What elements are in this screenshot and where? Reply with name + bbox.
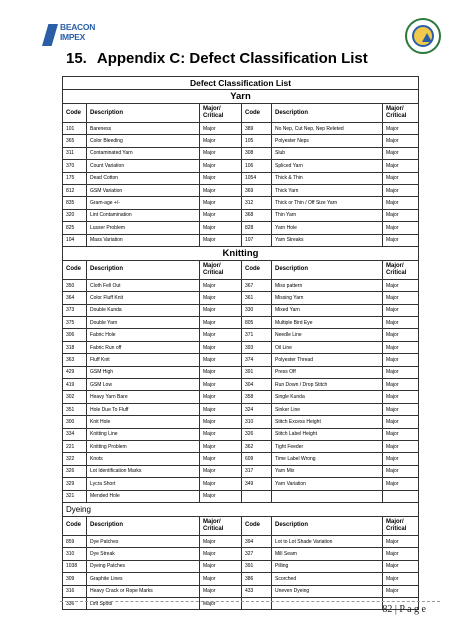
table-title-row <box>63 77 419 90</box>
defect-severity: Major <box>200 279 242 291</box>
section-heading <box>66 50 368 67</box>
defect-code: 363 <box>63 354 87 366</box>
defect-description: Mill Seam <box>272 548 383 560</box>
defect-severity: Major <box>383 354 419 366</box>
defect-code: 429 <box>63 366 87 378</box>
defect-description: Yarn Streaks <box>272 234 383 246</box>
severity-label-line1: Major/ <box>203 518 221 525</box>
defect-code: 106 <box>242 160 272 172</box>
defect-description: No Nep, Cut Nep, Nep Releted <box>272 123 383 135</box>
defect-description: Graphite Lines <box>87 573 200 585</box>
defect-code: 308 <box>242 147 272 159</box>
defect-severity: Major <box>383 428 419 440</box>
defect-code: 318 <box>63 341 87 353</box>
defect-code: 370 <box>63 160 87 172</box>
defect-code: 391 <box>242 366 272 378</box>
table-row <box>63 416 419 428</box>
table-row <box>63 465 419 477</box>
defect-code: 1054 <box>242 172 272 184</box>
column-header-code: Code <box>242 260 272 279</box>
defect-severity: Major <box>383 391 419 403</box>
defect-severity: Major <box>383 209 419 221</box>
table-row <box>63 453 419 465</box>
table-row <box>63 341 419 353</box>
logo-mark-icon <box>42 24 58 46</box>
column-header-description: Description <box>87 260 200 279</box>
defect-severity: Major <box>200 585 242 597</box>
defect-description: Lot Identification Marks <box>87 465 200 477</box>
defect-severity: Major <box>200 573 242 585</box>
defect-severity: Major <box>200 147 242 159</box>
defect-description <box>272 597 383 609</box>
defect-severity: Major <box>200 209 242 221</box>
severity-label-line2: Critical <box>203 113 224 119</box>
table-row <box>63 535 419 547</box>
logo-wordmark: BEACON IMPEX <box>60 22 96 42</box>
defect-code: 805 <box>242 317 272 329</box>
defect-classification-table <box>62 76 419 610</box>
defect-code: 367 <box>242 279 272 291</box>
defect-severity: Major <box>383 585 419 597</box>
defect-code: 364 <box>63 292 87 304</box>
table-row <box>63 292 419 304</box>
defect-severity: Major <box>200 184 242 196</box>
defect-code: 312 <box>242 197 272 209</box>
table-row <box>63 209 419 221</box>
defect-code: 389 <box>242 123 272 135</box>
defect-description: Fluff Knit <box>87 354 200 366</box>
defect-severity: Major <box>200 560 242 572</box>
column-header-row <box>63 104 419 123</box>
defect-code: 358 <box>242 391 272 403</box>
table-row <box>63 279 419 291</box>
defect-code <box>242 490 272 502</box>
severity-label-line1: Major/ <box>203 106 221 112</box>
defect-severity: Major <box>383 379 419 391</box>
defect-severity: Major <box>383 135 419 147</box>
defect-description: Tight Feeder <box>272 440 383 452</box>
defect-severity: Major <box>200 440 242 452</box>
defect-severity: Major <box>383 560 419 572</box>
defect-code: 310 <box>63 548 87 560</box>
defect-severity: Major <box>200 366 242 378</box>
defect-severity: Major <box>200 317 242 329</box>
defect-code: 320 <box>63 209 87 221</box>
defect-code: 373 <box>63 304 87 316</box>
column-header-severity <box>383 516 419 535</box>
defect-code: 175 <box>63 172 87 184</box>
defect-description: Sinker Line <box>272 403 383 415</box>
table-row <box>63 222 419 234</box>
defect-code: 330 <box>242 304 272 316</box>
defect-description: GSM High <box>87 366 200 378</box>
defect-severity: Major <box>383 222 419 234</box>
defect-severity: Major <box>200 304 242 316</box>
column-header-row <box>63 516 419 535</box>
defect-severity: Major <box>200 160 242 172</box>
table-row <box>63 329 419 341</box>
defect-code: 394 <box>242 535 272 547</box>
defect-description: Double Kunda <box>87 304 200 316</box>
defect-description: Missing Yarn <box>272 292 383 304</box>
defect-description: Dye Streak <box>87 548 200 560</box>
severity-label-line2: Critical <box>386 269 407 276</box>
defect-severity: Major <box>383 123 419 135</box>
table-title: Defect Classification List <box>63 77 419 90</box>
defect-severity: Major <box>383 172 419 184</box>
section-header-row <box>63 246 419 260</box>
defect-code: 828 <box>242 222 272 234</box>
defect-code: 336 <box>63 597 87 609</box>
defect-severity: Major <box>200 123 242 135</box>
defect-severity: Major <box>200 535 242 547</box>
defect-description: Gram-age +/- <box>87 197 200 209</box>
defect-code: 322 <box>63 453 87 465</box>
defect-description: Polyester Thread <box>272 354 383 366</box>
defect-description: Stitch Label Height <box>272 428 383 440</box>
defect-description: Knit Hole <box>87 416 200 428</box>
defect-description: Mass Variation <box>87 234 200 246</box>
defect-description: Time Label Wrong <box>272 453 383 465</box>
defect-code: 374 <box>242 354 272 366</box>
column-header-row <box>63 260 419 279</box>
table-row <box>63 135 419 147</box>
column-header-severity <box>200 516 242 535</box>
defect-description: Knots <box>87 453 200 465</box>
defect-description: Miss pattern <box>272 279 383 291</box>
defect-description: Single Kunda <box>272 391 383 403</box>
defect-code: 105 <box>242 135 272 147</box>
defect-severity: Major <box>200 465 242 477</box>
defect-severity: Major <box>200 416 242 428</box>
defect-code: 221 <box>63 440 87 452</box>
defect-severity: Major <box>200 379 242 391</box>
defect-code: 369 <box>242 184 272 196</box>
defect-code: 375 <box>63 317 87 329</box>
defect-severity: Major <box>200 197 242 209</box>
defect-description: Lycra Short <box>87 478 200 490</box>
defect-code: 329 <box>63 478 87 490</box>
section-number: 15. <box>66 50 87 67</box>
defect-severity: Major <box>200 391 242 403</box>
defect-code: 368 <box>242 209 272 221</box>
defect-code: 835 <box>63 197 87 209</box>
defect-severity: Major <box>200 354 242 366</box>
defect-severity: Major <box>383 160 419 172</box>
defect-code: 326 <box>242 428 272 440</box>
defect-description: Dead Cotton <box>87 172 200 184</box>
column-header-code: Code <box>63 516 87 535</box>
severity-label-line1: Major/ <box>386 262 404 269</box>
section-name: Knitting <box>63 246 419 260</box>
table-row <box>63 428 419 440</box>
defect-severity: Major <box>383 234 419 246</box>
defect-severity: Major <box>200 478 242 490</box>
section-header-row <box>63 90 419 104</box>
defect-code: 311 <box>63 147 87 159</box>
defect-code: 302 <box>63 391 87 403</box>
defect-severity: Major <box>200 172 242 184</box>
severity-label-line1: Major/ <box>203 262 221 269</box>
severity-label-line2: Critical <box>386 525 407 532</box>
severity-label-line1: Major/ <box>386 106 404 112</box>
defect-description: GSM Variation <box>87 184 200 196</box>
section-header-row <box>63 502 419 516</box>
defect-description: Lusser Problem <box>87 222 200 234</box>
defect-table-frame <box>62 76 418 610</box>
table-row <box>63 123 419 135</box>
defect-description: Dye Patches <box>87 535 200 547</box>
table-row <box>63 478 419 490</box>
column-header-description: Description <box>272 516 383 535</box>
defect-code: 350 <box>63 279 87 291</box>
table-row <box>63 597 419 609</box>
defect-code: 304 <box>242 379 272 391</box>
defect-description: Scorched <box>272 573 383 585</box>
company-logo <box>42 22 94 48</box>
defect-severity: Major <box>200 292 242 304</box>
defect-description: Lint Contamination <box>87 209 200 221</box>
defect-description: Dyeing Patches <box>87 560 200 572</box>
defect-code: 317 <box>242 465 272 477</box>
table-row <box>63 317 419 329</box>
column-header-severity <box>200 260 242 279</box>
table-row <box>63 379 419 391</box>
defect-severity: Major <box>383 279 419 291</box>
defect-code: 812 <box>63 184 87 196</box>
column-header-description: Description <box>272 104 383 123</box>
defect-severity: Major <box>383 573 419 585</box>
defect-code: 300 <box>63 416 87 428</box>
severity-label-line2: Critical <box>386 113 407 119</box>
defect-description: Thick Yarn <box>272 184 383 196</box>
table-row <box>63 304 419 316</box>
table-row <box>63 366 419 378</box>
defect-severity: Major <box>383 440 419 452</box>
footer-divider <box>60 601 440 602</box>
severity-label-line2: Critical <box>203 525 224 532</box>
section-name: Dyeing <box>63 502 419 516</box>
table-row <box>63 403 419 415</box>
column-header-code: Code <box>63 260 87 279</box>
defect-description: Fabric Run off <box>87 341 200 353</box>
column-header-code: Code <box>242 104 272 123</box>
table-row <box>63 172 419 184</box>
defect-description: Lot to Lot Shade Variation <box>272 535 383 547</box>
defect-description: Mended Hole <box>87 490 200 502</box>
defect-code: 107 <box>242 234 272 246</box>
defect-description: Thin Yarn <box>272 209 383 221</box>
defect-severity: Major <box>383 329 419 341</box>
defect-severity: Major <box>383 197 419 209</box>
defect-description: Yarn Variation <box>272 478 383 490</box>
defect-description: Stitch Excess Height <box>272 416 383 428</box>
column-header-severity <box>383 260 419 279</box>
table-row <box>63 354 419 366</box>
defect-severity <box>383 490 419 502</box>
defect-code: 361 <box>242 292 272 304</box>
defect-description: Multiple Bird Eye <box>272 317 383 329</box>
defect-description: Count Variation <box>87 160 200 172</box>
defect-code: 391 <box>242 560 272 572</box>
defect-description: Pilling <box>272 560 383 572</box>
defect-description: Color Fluff Knit <box>87 292 200 304</box>
defect-description: Heavy Yarn Bare <box>87 391 200 403</box>
defect-code: 326 <box>63 465 87 477</box>
defect-description: Needle Line <box>272 329 383 341</box>
defect-code: 362 <box>242 440 272 452</box>
table-row <box>63 160 419 172</box>
defect-description: Run Down / Drop Stitch <box>272 379 383 391</box>
defect-description: Yarn Hole <box>272 222 383 234</box>
defect-severity: Major <box>200 548 242 560</box>
defect-severity: Major <box>383 147 419 159</box>
defect-description: Contaminated Yarn <box>87 147 200 159</box>
defect-severity: Major <box>200 135 242 147</box>
table-row <box>63 234 419 246</box>
defect-severity: Major <box>200 428 242 440</box>
defect-severity: Major <box>200 453 242 465</box>
table-row <box>63 573 419 585</box>
defect-description: Knitting Problem <box>87 440 200 452</box>
defect-severity: Major <box>383 548 419 560</box>
defect-code: 365 <box>63 135 87 147</box>
defect-severity: Major <box>200 597 242 609</box>
defect-description: Knitting Line <box>87 428 200 440</box>
defect-description: Hole Due To Fluff <box>87 403 200 415</box>
table-row <box>63 147 419 159</box>
defect-code: 386 <box>242 573 272 585</box>
defect-code: 609 <box>242 453 272 465</box>
defect-code: 334 <box>63 428 87 440</box>
severity-label-line1: Major/ <box>386 518 404 525</box>
defect-description: Oil Line <box>272 341 383 353</box>
defect-severity: Major <box>200 234 242 246</box>
column-header-description: Description <box>272 260 383 279</box>
column-header-code: Code <box>242 516 272 535</box>
defect-description: Fabric Hole <box>87 329 200 341</box>
defect-code: 351 <box>63 403 87 415</box>
table-row <box>63 391 419 403</box>
defect-code: 393 <box>242 341 272 353</box>
defect-description: Lint Spots <box>87 597 200 609</box>
defect-severity: Major <box>383 403 419 415</box>
defect-description: Thick or Thin / Off Size Yarn <box>272 197 383 209</box>
defect-severity: Major <box>383 478 419 490</box>
defect-severity: Major <box>383 453 419 465</box>
defect-code: 104 <box>63 234 87 246</box>
defect-description: Uneven Dyeing <box>272 585 383 597</box>
defect-severity: Major <box>383 317 419 329</box>
defect-severity: Major <box>383 304 419 316</box>
defect-code: 327 <box>242 548 272 560</box>
severity-label-line2: Critical <box>203 269 224 276</box>
table-row <box>63 548 419 560</box>
defect-severity: Major <box>383 366 419 378</box>
defect-severity: Major <box>200 403 242 415</box>
defect-severity: Major <box>383 292 419 304</box>
defect-severity: Major <box>200 490 242 502</box>
defect-code: 324 <box>242 403 272 415</box>
table-row <box>63 184 419 196</box>
defect-description: Yarn Mix <box>272 465 383 477</box>
defect-description: Heavy Crack or Rope Marks <box>87 585 200 597</box>
table-row <box>63 490 419 502</box>
defect-code: 371 <box>242 329 272 341</box>
defect-description: GSM Low <box>87 379 200 391</box>
defect-code: 306 <box>63 329 87 341</box>
defect-code: 433 <box>242 585 272 597</box>
column-header-code: Code <box>63 104 87 123</box>
column-header-severity <box>383 104 419 123</box>
table-row <box>63 440 419 452</box>
defect-code: 419 <box>63 379 87 391</box>
column-header-severity <box>200 104 242 123</box>
page-number: 82 | P a g e <box>382 604 426 615</box>
defect-severity: Major <box>383 184 419 196</box>
defect-description: Color Bleeding <box>87 135 200 147</box>
defect-description <box>272 490 383 502</box>
defect-code <box>242 597 272 609</box>
defect-code: 349 <box>242 478 272 490</box>
defect-code: 101 <box>63 123 87 135</box>
table-row <box>63 197 419 209</box>
defect-code: 825 <box>63 222 87 234</box>
defect-severity: Major <box>383 341 419 353</box>
defect-severity: Major <box>200 222 242 234</box>
defect-code: 321 <box>63 490 87 502</box>
section-title: Appendix C: Defect Classification List <box>96 50 368 67</box>
defect-severity: Major <box>200 341 242 353</box>
defect-description: Press Off <box>272 366 383 378</box>
column-header-description: Description <box>87 516 200 535</box>
defect-description: Bareness <box>87 123 200 135</box>
defect-severity: Major <box>200 329 242 341</box>
defect-code: 859 <box>63 535 87 547</box>
defect-description: Cloth Fell Out <box>87 279 200 291</box>
defect-code: 309 <box>63 573 87 585</box>
defect-severity: Major <box>383 416 419 428</box>
defect-severity: Major <box>383 465 419 477</box>
defect-description: Thick & Thin <box>272 172 383 184</box>
certification-seal-icon <box>405 18 441 54</box>
defect-description: Polyester Neps <box>272 135 383 147</box>
defect-code: 316 <box>63 585 87 597</box>
defect-description: Slub <box>272 147 383 159</box>
column-header-description: Description <box>87 104 200 123</box>
table-row <box>63 560 419 572</box>
defect-description: Mixed Yarn <box>272 304 383 316</box>
defect-description: Spliced Yarn <box>272 160 383 172</box>
defect-description: Double Yarn <box>87 317 200 329</box>
section-name: Yarn <box>63 90 419 104</box>
table-row <box>63 585 419 597</box>
defect-code: 310 <box>242 416 272 428</box>
defect-code: 1038 <box>63 560 87 572</box>
defect-severity: Major <box>383 535 419 547</box>
